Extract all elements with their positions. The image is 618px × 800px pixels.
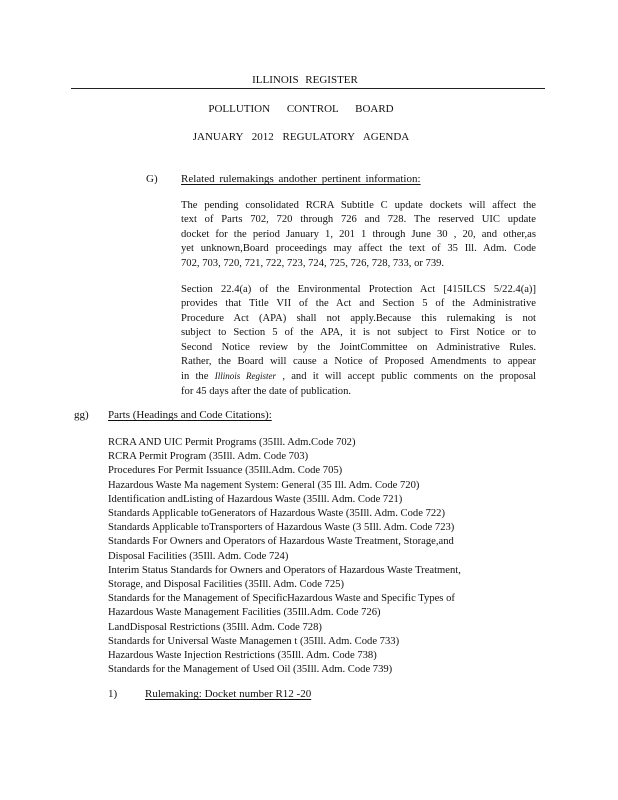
header-rule (71, 88, 545, 89)
text-line: text of Parts 702, 720 through 726 and 728. The reserved UIC update (181, 214, 536, 226)
list-item: Standards Applicable toTransporters of Hazardous Waste (3 5Ill. Adm. Code 723) (108, 522, 455, 534)
rulemaking-heading: Rulemaking: Docket number R12 -20 (145, 688, 312, 700)
text-line (181, 369, 536, 384)
text-line: Rather, the Board will cause a Notice of Proposed Amendments to appear (181, 356, 536, 368)
list-item: Hazardous Waste Injection Restrictions (35Ill. Adm. Code 738) (108, 650, 377, 662)
text-line: Second Notice review by the JointCommittee on Administrative Rules. (181, 341, 536, 353)
register-title: ILLINOIS REGISTER (252, 74, 358, 86)
list-item: Interim Status Standards for Owners and Operators of Hazardous Waste Treatment, (108, 564, 461, 576)
list-item: Standards Applicable toGenerators of Hazardous Waste (35Ill. Adm. Code 722) (108, 508, 445, 520)
list-item: Procedures For Permit Issuance (35Ill.Adm. Code 705) (108, 465, 343, 477)
text-line: The pending consolidated RCRA Subtitle C update dockets will affect the (181, 200, 536, 211)
text-line: 702, 703, 720, 721, 722, 723, 724, 725, 726, 728, 733, or 739. (181, 257, 445, 269)
list-item: Hazardous Waste Management Facilities (35Ill.Adm. Code 726) (108, 607, 381, 619)
section-gg-heading: Parts (Headings and Code Citations): (108, 409, 272, 421)
text-line: Procedure Act (APA) shall not apply.Because this rulemaking is not (181, 312, 536, 324)
list-item: Identification andListing of Hazardous Waste (35Ill. Adm. Code 721) (108, 493, 403, 505)
text-line: for 45 days after the date of publication. (181, 385, 352, 397)
list-item: Disposal Facilities (35Ill. Adm. Code 724) (108, 550, 289, 562)
section-g-heading: Related rulemakings andother pertinent information: (181, 173, 421, 185)
board-title: POLLUTION CONTROL BOARD (208, 103, 394, 115)
section-gg-label: gg) (74, 409, 89, 421)
list-item: Standards For Owners and Operators of Hazardous Waste Treatment, Storage,and (108, 536, 454, 548)
list-item: Standards for Universal Waste Managemen t (35Ill. Adm. Code 733) (108, 635, 400, 647)
section-g-label: G) (146, 173, 158, 185)
text-fragment: in the (181, 371, 209, 383)
text-line: yet unknown,Board proceedings may affect the text of 35 Ill. Adm. Code (181, 243, 536, 255)
section-g-paragraph-2 (181, 283, 536, 399)
section-g-paragraph-1 (181, 199, 536, 271)
list-item: Standards for the Management of SpecificHazardous Waste and Specific Types of (108, 593, 455, 605)
list-item: RCRA Permit Program (35Ill. Adm. Code 703) (108, 451, 309, 463)
list-item: Storage, and Disposal Facilities (35Ill. Adm. Code 725) (108, 579, 344, 591)
list-item: Standards for the Management of Used Oil (35Ill. Adm. Code 739) (108, 664, 393, 676)
section-1-label: 1) (108, 688, 118, 700)
list-item: RCRA AND UIC Permit Programs (35Ill. Adm.Code 702) (108, 437, 356, 448)
text-line: subject to Section 5 of the APA, it is not subject to First Notice or to (181, 327, 536, 339)
text-fragment: , and it will accept public comments on the proposal (276, 371, 536, 383)
agenda-title: JANUARY 2012 REGULATORY AGENDA (192, 131, 410, 143)
list-item: Hazardous Waste Ma nagement System: General (35 Ill. Adm. Code 720) (108, 479, 420, 491)
parts-list (108, 436, 528, 677)
list-item: LandDisposal Restrictions (35Ill. Adm. Code 728) (108, 621, 322, 633)
text-line: Section 22.4(a) of the Environmental Protection Act [415ILCS 5/22.4(a)] (181, 284, 536, 295)
illinois-register-italic: Illinois Register (214, 371, 277, 382)
text-line: docket for the period January 1, 201 1 through June 30 , 20, and other,as (181, 228, 536, 240)
text-line: provides that Title VII of the Act and Section 5 of the Administrative (181, 298, 536, 310)
